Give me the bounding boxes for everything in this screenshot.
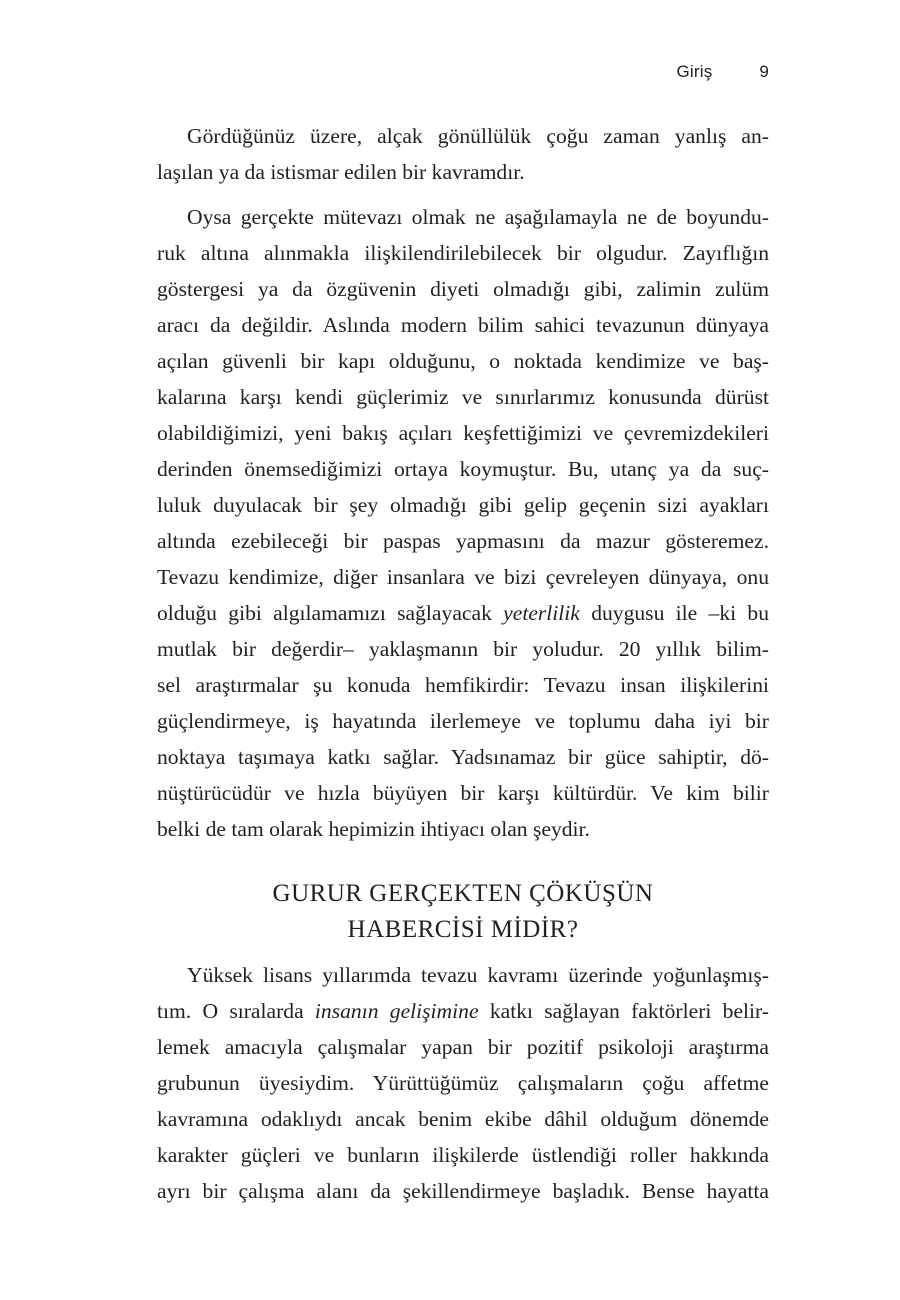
paragraph-line: karakter güçleri ve bunların ilişkilerde üstlendiği roller hakkında (157, 1143, 769, 1167)
paragraph-line: olabildiğimizi, yeni bakış açıları keşfettiğimizi ve çevremizdekileri (157, 421, 769, 445)
text-run: tım. O sıralarda (157, 999, 315, 1023)
paragraph-line: aracı da değildir. Aslında modern bilim sahici tevazunun dünyaya (157, 313, 769, 337)
paragraph-line: altında ezebileceği bir paspas yapmasını da mazur gösteremez. (157, 529, 769, 553)
paragraph-line (157, 993, 769, 1029)
page-number: 9 (759, 62, 769, 81)
paragraph-line: Oysa gerçekte mütevazı olmak ne aşağılamayla ne de boyundu- (187, 205, 769, 229)
paragraph-line: ayrı bir çalışma alanı da şekillendirmeye başladık. Bense hayatta (157, 1179, 769, 1203)
text-run: katkı sağlayan faktörleri belir- (478, 999, 769, 1023)
section-heading (157, 876, 769, 948)
paragraph-line: ruk altına alınmakla ilişkilendirilebilecek bir olgudur. Zayıflığın (157, 241, 769, 265)
paragraph-line: nüştürücüdür ve hızla büyüyen bir karşı kültürdür. Ve kim bilir (157, 781, 769, 805)
running-header (676, 62, 769, 82)
paragraph-line: kavramına odaklıydı ancak benim ekibe dâhil olduğum dönemde (157, 1107, 769, 1131)
paragraph-line: grubunun üyesiydim. Yürüttüğümüz çalışmaların çoğu affetme (157, 1071, 769, 1095)
italic-term: insanın gelişimine (314, 999, 479, 1023)
paragraph-line: belki de tam olarak hepimizin ihtiyacı olan şeydir. (157, 817, 590, 841)
paragraph-2 (157, 199, 769, 847)
paragraph-line: göstergesi ya da özgüvenin diyeti olmadığı gibi, zalimin zulüm (157, 277, 769, 301)
paragraph-line: laşılan ya da istismar edilen bir kavramdır. (157, 160, 525, 184)
paragraph-line: güçlendirmeye, iş hayatında ilerlemeye ve toplumu daha iyi bir (157, 709, 769, 733)
paragraph-line: mutlak bir değerdir– yaklaşmanın bir yoludur. 20 yıllık bilim- (157, 637, 769, 661)
paragraph-line: Yüksek lisans yıllarımda tevazu kavramı üzerinde yoğunlaşmış- (187, 963, 769, 987)
paragraph-line: lemek amacıyla çalışmalar yapan bir pozitif psikoloji araştırma (157, 1035, 769, 1059)
running-header-section: Giriş (676, 62, 713, 81)
paragraph-line: luluk duyulacak bir şey olmadığı gibi gelip geçenin sizi ayakları (157, 493, 769, 517)
section-heading-line: GURUR GERÇEKTEN ÇÖKÜŞÜN (272, 880, 654, 907)
paragraph-line: kalarına karşı kendi güçlerimiz ve sınırlarımız konusunda dürüst (157, 385, 769, 409)
paragraph-line: sel araştırmalar şu konuda hemfikirdir: Tevazu insan ilişkilerini (157, 673, 769, 697)
text-run: olduğu gibi algılamamızı sağlayacak (157, 601, 504, 625)
paragraph-line: açılan güvenli bir kapı olduğunu, o noktada kendimize ve baş- (157, 349, 769, 373)
section-heading-line: HABERCİSİ MİDİR? (347, 916, 579, 943)
paragraph-3 (157, 957, 769, 1209)
text-run: duygusu ile –ki bu (579, 601, 769, 625)
paragraph-line: Gördüğünüz üzere, alçak gönüllülük çoğu zaman yanlış an- (187, 124, 769, 148)
paragraph-line: noktaya taşımaya katkı sağlar. Yadsınamaz bir güce sahiptir, dö- (157, 745, 769, 769)
paragraph-1 (157, 118, 769, 190)
paragraph-line: derinden önemsediğimizi ortaya koymuştur. Bu, utanç ya da suç- (157, 457, 769, 481)
italic-term: yeterlilik (503, 601, 580, 625)
paragraph-line: Tevazu kendimize, diğer insanlara ve bizi çevreleyen dünyaya, onu (157, 565, 769, 589)
paragraph-line (157, 595, 769, 631)
